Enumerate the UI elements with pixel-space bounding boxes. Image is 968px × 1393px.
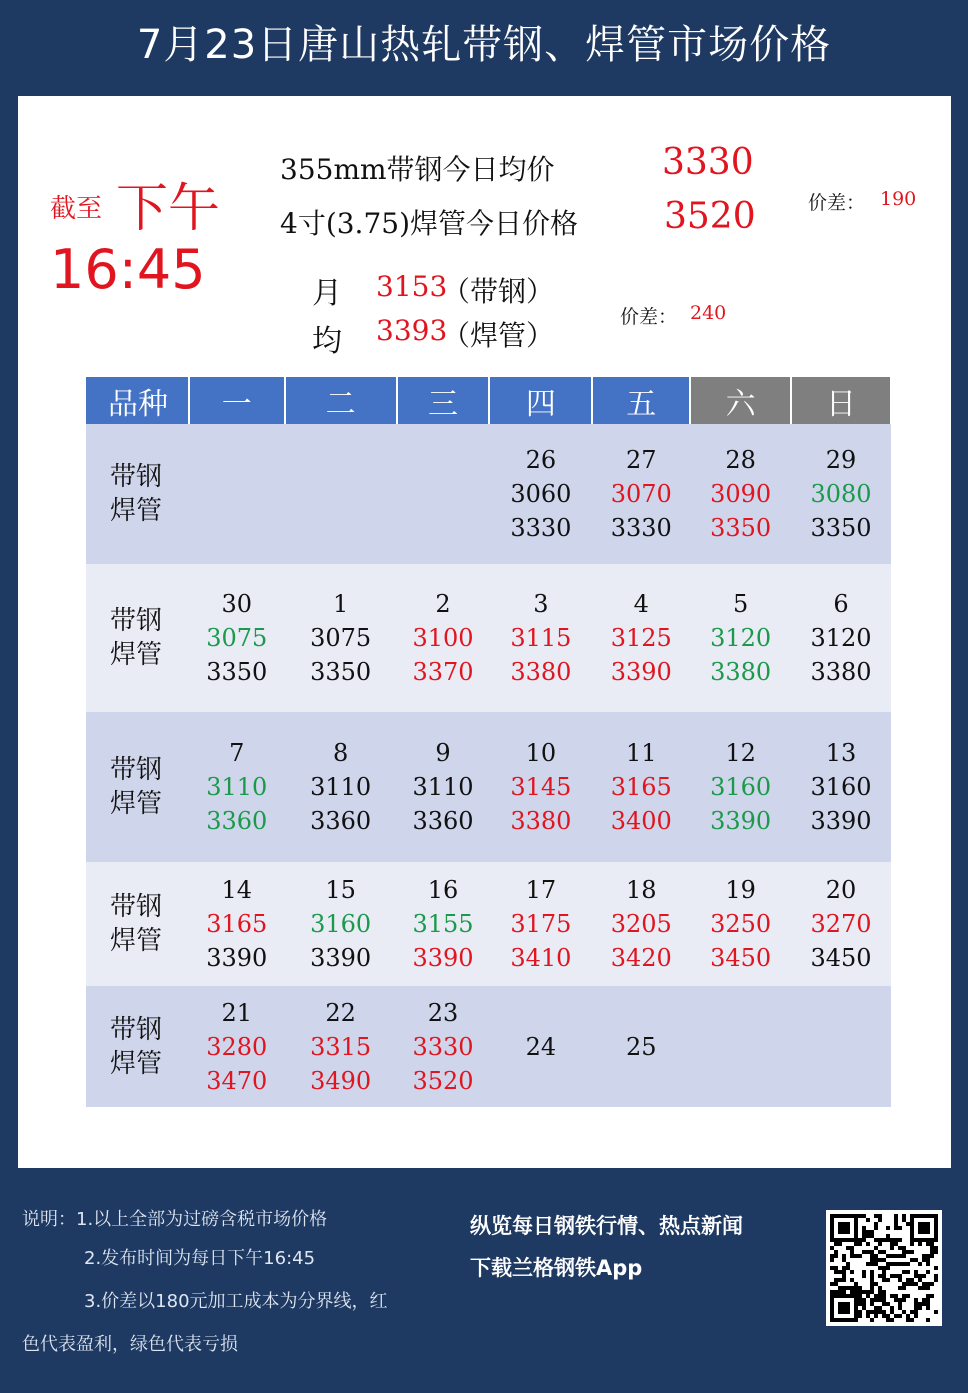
pipe-today-value: 3520	[664, 196, 756, 237]
month-pipe-tag: （焊管）	[442, 319, 555, 352]
month-strip-value: 3153	[376, 270, 448, 303]
strip-today-value: 3330	[662, 142, 754, 183]
header-wed: 三	[397, 377, 490, 424]
cutoff-time: 16:45	[50, 238, 206, 301]
pipe-price: 3390	[710, 807, 772, 835]
strip-price: 3330	[412, 1032, 474, 1061]
day-number: 26	[525, 446, 557, 474]
strip-price: 3145	[510, 773, 572, 801]
kind-label	[86, 564, 189, 712]
strip-price: 3120	[710, 624, 772, 652]
day-number: 24	[525, 1032, 557, 1061]
day-number: 15	[325, 876, 356, 904]
day-cell	[592, 424, 690, 564]
strip-price: 3165	[610, 773, 672, 801]
header-tue: 二	[285, 377, 397, 424]
kind-label	[86, 424, 189, 564]
day-cell	[489, 712, 592, 862]
day-number: 16	[427, 876, 459, 904]
pipe-price: 3400	[610, 807, 672, 835]
day-cell	[791, 986, 891, 1107]
pipe-price: 3360	[206, 807, 268, 835]
day-number: 30	[221, 590, 253, 618]
day-cell	[397, 986, 490, 1107]
pipe-price: 3380	[510, 658, 572, 686]
pipe-price: 3330	[510, 514, 572, 542]
pipe-price: 3450	[710, 944, 772, 972]
table-row	[86, 424, 891, 564]
day-cell	[489, 424, 592, 564]
kind-pipe: 焊管	[110, 640, 163, 670]
strip-price: 3070	[610, 480, 672, 508]
strip-today-label: 355mm带钢今日均价	[280, 153, 555, 186]
month-pipe-value: 3393	[376, 314, 448, 347]
strip-price: 3075	[206, 624, 268, 652]
header-thu: 四	[489, 377, 592, 424]
strip-price: 3270	[810, 910, 872, 938]
day-cell	[397, 712, 490, 862]
strip-price: 3060	[510, 480, 572, 508]
note-line-1: 说明：1.以上全部为过磅含税市场价格	[22, 1209, 328, 1230]
pipe-price: 3350	[810, 514, 872, 542]
day-cell	[592, 712, 690, 862]
month-label-bottom: 均	[312, 324, 342, 359]
strip-price: 3090	[710, 480, 772, 508]
pipe-price: 3490	[310, 1066, 372, 1095]
note-line-3: 3.价差以180元加工成本为分界线，红	[84, 1291, 388, 1312]
day-cell	[285, 862, 397, 986]
pipe-price: 3370	[412, 658, 474, 686]
month-diff-label: 价差：	[620, 306, 678, 328]
note-line-2: 2.发布时间为每日下午16:45	[84, 1248, 316, 1269]
day-cell	[189, 424, 285, 564]
strip-price: 3280	[206, 1032, 268, 1061]
qr-code-icon	[826, 1210, 942, 1326]
day-cell	[189, 986, 285, 1107]
kind-strip: 带钢	[110, 755, 163, 785]
strip-price: 3175	[510, 910, 572, 938]
day-cell	[397, 862, 490, 986]
pipe-price: 3350	[310, 658, 372, 686]
day-cell	[285, 712, 397, 862]
kind-pipe: 焊管	[110, 1048, 163, 1079]
day-number: 2	[435, 590, 451, 618]
pipe-price: 3390	[412, 944, 474, 972]
day-cell	[489, 862, 592, 986]
day-cell	[397, 564, 490, 712]
day-number: 4	[633, 590, 649, 618]
strip-price: 3160	[710, 773, 772, 801]
pipe-price: 3520	[412, 1066, 474, 1095]
kind-pipe: 焊管	[110, 926, 163, 956]
day-number: 20	[825, 876, 857, 904]
pipe-price: 3390	[810, 807, 872, 835]
today-diff-value: 190	[880, 188, 917, 210]
day-number: 28	[725, 446, 756, 474]
day-cell	[489, 564, 592, 712]
price-panel	[18, 96, 951, 1168]
day-cell	[791, 564, 891, 712]
strip-price: 3160	[310, 910, 372, 938]
strip-price: 3125	[610, 624, 672, 652]
day-number: 3	[533, 590, 549, 618]
month-label-top: 月	[312, 276, 342, 311]
strip-price: 3110	[412, 773, 474, 801]
day-cell	[285, 986, 397, 1107]
header-kind: 品种	[86, 377, 189, 424]
kind-pipe: 焊管	[110, 789, 163, 819]
header-sun: 日	[791, 377, 891, 424]
day-number: 29	[825, 446, 857, 474]
pipe-price: 3410	[510, 944, 572, 972]
pipe-price: 3390	[610, 658, 672, 686]
cutoff-period: 下午	[116, 179, 221, 239]
strip-price: 3160	[810, 773, 872, 801]
promo-line-1: 纵览每日钢铁行情、热点新闻	[470, 1214, 743, 1238]
day-cell	[285, 564, 397, 712]
page-title: 7月23日唐山热轧带钢、焊管市场价格	[136, 22, 832, 68]
day-number: 23	[427, 998, 459, 1027]
day-number: 27	[625, 446, 657, 474]
pipe-price: 3470	[206, 1066, 268, 1095]
strip-price: 3110	[206, 773, 268, 801]
table-row	[86, 862, 891, 986]
pipe-price: 3450	[810, 944, 872, 972]
pipe-price: 3380	[710, 658, 772, 686]
promo-line-2: 下载兰格钢铁App	[470, 1256, 643, 1280]
kind-strip: 带钢	[110, 462, 163, 492]
day-number: 1	[333, 590, 349, 618]
kind-strip: 带钢	[110, 892, 163, 922]
day-number: 25	[625, 1032, 657, 1061]
day-number: 14	[221, 876, 253, 904]
day-number: 11	[625, 739, 657, 767]
day-number: 13	[825, 739, 857, 767]
day-cell	[690, 862, 791, 986]
pipe-price: 3330	[610, 514, 672, 542]
day-number: 21	[221, 998, 253, 1027]
strip-price: 3110	[310, 773, 372, 801]
day-cell	[189, 712, 285, 862]
day-cell	[592, 564, 690, 712]
pipe-price: 3390	[310, 944, 372, 972]
header-sat: 六	[690, 377, 791, 424]
strip-price: 3315	[310, 1032, 372, 1061]
day-cell	[690, 712, 791, 862]
kind-label	[86, 986, 189, 1107]
day-cell	[690, 564, 791, 712]
price-calendar-table	[86, 377, 892, 1107]
strip-price: 3080	[810, 480, 872, 508]
pipe-price: 3360	[412, 807, 474, 835]
table-row	[86, 564, 891, 712]
day-number: 17	[525, 876, 557, 904]
kind-label	[86, 712, 189, 862]
day-cell	[791, 862, 891, 986]
strip-price: 3100	[412, 624, 474, 652]
day-number: 22	[325, 998, 356, 1027]
strip-price: 3115	[510, 624, 572, 652]
note-line-4: 色代表盈利，绿色代表亏损	[22, 1334, 238, 1355]
header-mon: 一	[189, 377, 285, 424]
day-number: 8	[333, 739, 349, 767]
pipe-price: 3380	[810, 658, 872, 686]
day-cell	[791, 424, 891, 564]
day-number: 6	[833, 590, 849, 618]
day-cell	[397, 424, 490, 564]
day-number: 9	[435, 739, 451, 767]
day-cell	[592, 862, 690, 986]
table-row	[86, 712, 891, 862]
day-cell	[285, 424, 397, 564]
table-row	[86, 986, 891, 1107]
cutoff-prefix: 截至	[50, 194, 103, 224]
kind-label	[86, 862, 189, 986]
strip-price: 3165	[206, 910, 268, 938]
strip-price: 3155	[412, 910, 474, 938]
kind-pipe: 焊管	[110, 496, 163, 526]
day-cell	[189, 862, 285, 986]
kind-strip: 带钢	[110, 1014, 163, 1045]
strip-price: 3075	[310, 624, 372, 652]
day-cell	[791, 712, 891, 862]
month-diff-value: 240	[690, 302, 727, 324]
day-cell	[690, 424, 791, 564]
day-cell	[489, 986, 592, 1107]
pipe-price: 3350	[710, 514, 772, 542]
kind-strip: 带钢	[110, 606, 163, 636]
pipe-price: 3350	[206, 658, 268, 686]
strip-price: 3250	[710, 910, 772, 938]
month-strip-tag: （带钢）	[442, 275, 555, 308]
day-cell	[189, 564, 285, 712]
day-cell	[592, 986, 690, 1107]
day-cell	[690, 986, 791, 1107]
pipe-today-label: 4寸(3.75)焊管今日价格	[280, 207, 579, 240]
table-header-row	[86, 377, 891, 424]
pipe-price: 3390	[206, 944, 268, 972]
day-number: 18	[625, 876, 657, 904]
qr-code[interactable]	[826, 1210, 942, 1326]
day-number: 10	[525, 739, 557, 767]
day-number: 19	[725, 876, 756, 904]
day-number: 5	[732, 590, 749, 618]
today-diff-label: 价差：	[808, 192, 866, 214]
pipe-price: 3420	[610, 944, 672, 972]
day-number: 7	[229, 739, 245, 767]
pipe-price: 3380	[510, 807, 572, 835]
day-number: 12	[725, 739, 756, 767]
strip-price: 3205	[610, 910, 672, 938]
strip-price: 3120	[810, 624, 872, 652]
header-fri: 五	[592, 377, 690, 424]
pipe-price: 3360	[310, 807, 372, 835]
